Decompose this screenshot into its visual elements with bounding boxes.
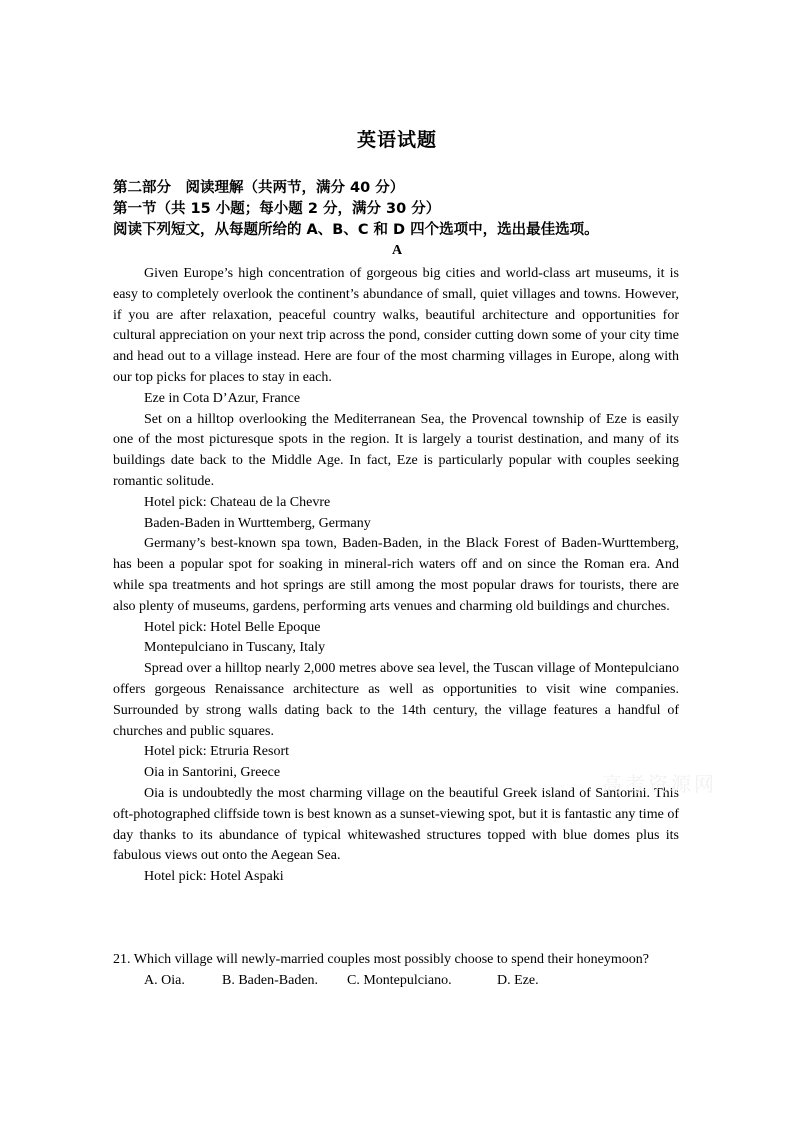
section-headings (113, 178, 683, 241)
hotel-pick: Hotel pick: Hotel Belle Epoque (144, 619, 321, 635)
instructions: 阅读下列短文，从每题所给的 A、B、C 和 D 四个选项中，选出最佳选项。 (113, 222, 599, 238)
hotel-pick: Hotel pick: Hotel Aspaki (144, 869, 284, 885)
answer-options (113, 971, 679, 992)
question-text: Which village will newly-married couples most possibly choose to spend their honeymoon? (133, 952, 649, 967)
village-description: Oia is undoubtedly the most charming village on the beautiful Greek island of Santorini. This oft-photographed cliffside town is best known as a sunset-viewing spot, but it is fantastic any time of day thanks to its abundance of typical whitewashed structures topped with blue domes plus its fabulous views out onto the Aegean Sea. (113, 785, 679, 864)
hotel-pick: Hotel pick: Chateau de la Chevre (144, 494, 331, 510)
intro-paragraph: Given Europe’s high concentration of gorgeous big cities and world-class art museums, it is easy to completely overlook the continent’s abundance of small, quiet villages and towns. However, if you are after relaxation, peaceful country walks, beautiful architecture and opportunities for cultural appreciation on your next trip across the pond, consider cutting down some of your city time and head out to a village instead. Here are four of the most charming villages in Europe, along with our top picks for places to stay in each. (113, 266, 679, 385)
passage-body (113, 264, 679, 888)
question-number: 21. (113, 952, 131, 967)
option-c: C. Montepulciano. (347, 972, 452, 988)
part-heading: 第二部分 阅读理解（共两节，满分 40 分） (113, 180, 405, 196)
village-heading: Eze in Cota D’Azur, France (144, 390, 301, 406)
hotel-pick: Hotel pick: Etruria Resort (144, 744, 290, 760)
watermark: 高考资源网 (602, 772, 717, 796)
passage-label: A (391, 243, 403, 258)
village-heading: Baden-Baden in Wurttemberg, Germany (144, 515, 371, 531)
village-description: Set on a hilltop overlooking the Mediterranean Sea, the Provencal township of Eze is easily one of the most picturesque spots in the region. It is largely a tourist destination, and many of its buildings date back to the Middle Age. In fact, Eze is particularly popular with couples seeking romantic solitude. (113, 411, 679, 489)
option-b: B. Baden-Baden. (222, 972, 319, 988)
page-title: 英语试题 (356, 130, 437, 151)
village-heading: Montepulciano in Tuscany, Italy (144, 640, 326, 656)
option-d: D. Eze. (497, 972, 539, 988)
question-21 (113, 950, 679, 992)
option-a: A. Oia. (144, 972, 185, 988)
village-heading: Oia in Santorini, Greece (144, 765, 281, 781)
village-description: Germany’s best-known spa town, Baden-Baden, in the Black Forest of Baden-Wurttemberg, has been a popular spot for soaking in mineral-rich waters off and on since the Roman era. And while spa treatments and hot springs are still among the most popular draws for tourists, there are also plenty of museums, gardens, performing arts venues and charming old buildings and churches. (113, 536, 679, 614)
question-stem (113, 950, 679, 971)
village-description: Spread over a hilltop nearly 2,000 metres above sea level, the Tuscan village of Montepulciano offers gorgeous Renaissance architecture as well as opportunities to visit wine companies. Surrounded by strong walls dating back to the 14th century, the village features a handful of churches and public squares. (113, 661, 679, 739)
section-heading: 第一节（共 15 小题；每小题 2 分，满分 30 分） (113, 201, 441, 217)
